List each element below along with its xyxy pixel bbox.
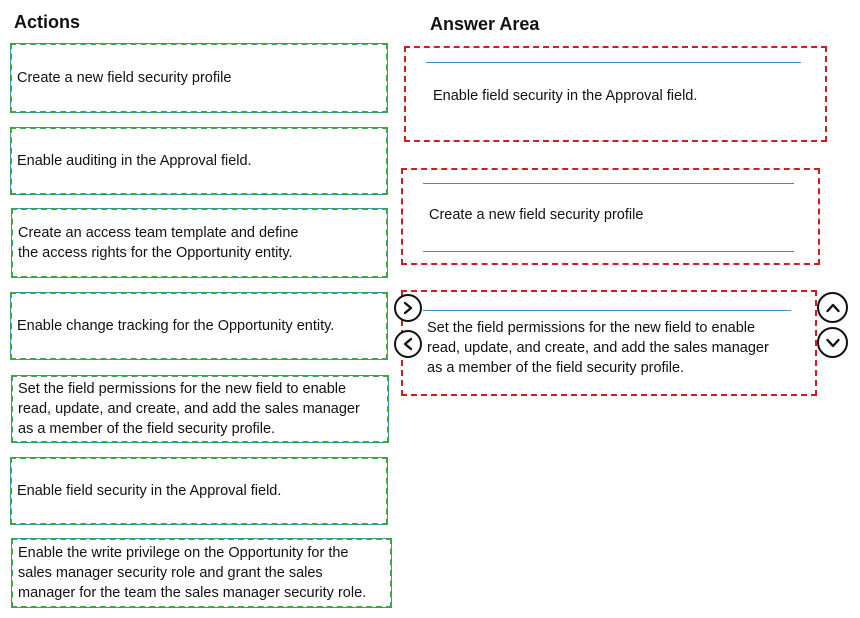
action-item-enable-field-security[interactable] bbox=[10, 457, 388, 525]
answer-area-heading: Answer Area bbox=[430, 14, 540, 34]
answer-slot-label: Create a new field security profile bbox=[429, 207, 644, 223]
action-item-label: Set the field permissions for the new field to enable read, update, and create, and add the sales manager as a member of the field security profile. bbox=[18, 381, 360, 437]
action-item-enable-auditing[interactable] bbox=[10, 127, 388, 195]
answer-slot-label: Enable field security in the Approval field. bbox=[433, 88, 698, 104]
action-item-label: Enable the write privilege on the Opportunity for the sales manager security role and grant the sales manager for the team the sales manager security role. bbox=[18, 545, 367, 601]
move-up-button[interactable] bbox=[817, 292, 848, 323]
actions-heading: Actions bbox=[14, 12, 81, 32]
answer-slot-2[interactable] bbox=[401, 168, 820, 265]
answer-slot-3[interactable] bbox=[401, 290, 817, 396]
action-item-label: Create a new field security profile bbox=[17, 70, 232, 86]
action-item-label: Enable change tracking for the Opportunity entity. bbox=[17, 318, 335, 334]
action-item-enable-write-privilege[interactable] bbox=[11, 538, 392, 608]
chevron-up-icon bbox=[825, 300, 841, 316]
chevron-right-icon bbox=[401, 301, 415, 315]
answer-slot-divider bbox=[423, 310, 791, 311]
action-item-label: Enable field security in the Approval field. bbox=[17, 483, 282, 499]
action-item-label: Enable auditing in the Approval field. bbox=[17, 153, 252, 169]
answer-slot-label: Set the field permissions for the new field to enable read, update, and create, and add the sales manager as a member of the field security profile. bbox=[427, 320, 769, 376]
chevron-left-icon bbox=[401, 337, 415, 351]
answer-slot-divider bbox=[423, 251, 794, 252]
answer-slot-1[interactable] bbox=[404, 46, 827, 142]
answer-slot-divider bbox=[426, 62, 801, 63]
action-item-set-field-permissions[interactable] bbox=[11, 375, 389, 443]
answer-slot-divider bbox=[423, 183, 794, 184]
action-item-create-access-team-template[interactable] bbox=[11, 208, 388, 278]
move-down-button[interactable] bbox=[817, 327, 848, 358]
action-item-create-field-security-profile[interactable] bbox=[10, 43, 388, 113]
action-item-label: Create an access team template and define the access rights for the Opportunity entity. bbox=[18, 225, 299, 261]
move-left-button[interactable] bbox=[394, 330, 422, 358]
action-item-enable-change-tracking[interactable] bbox=[10, 292, 388, 360]
chevron-down-icon bbox=[825, 335, 841, 351]
move-right-button[interactable] bbox=[394, 294, 422, 322]
